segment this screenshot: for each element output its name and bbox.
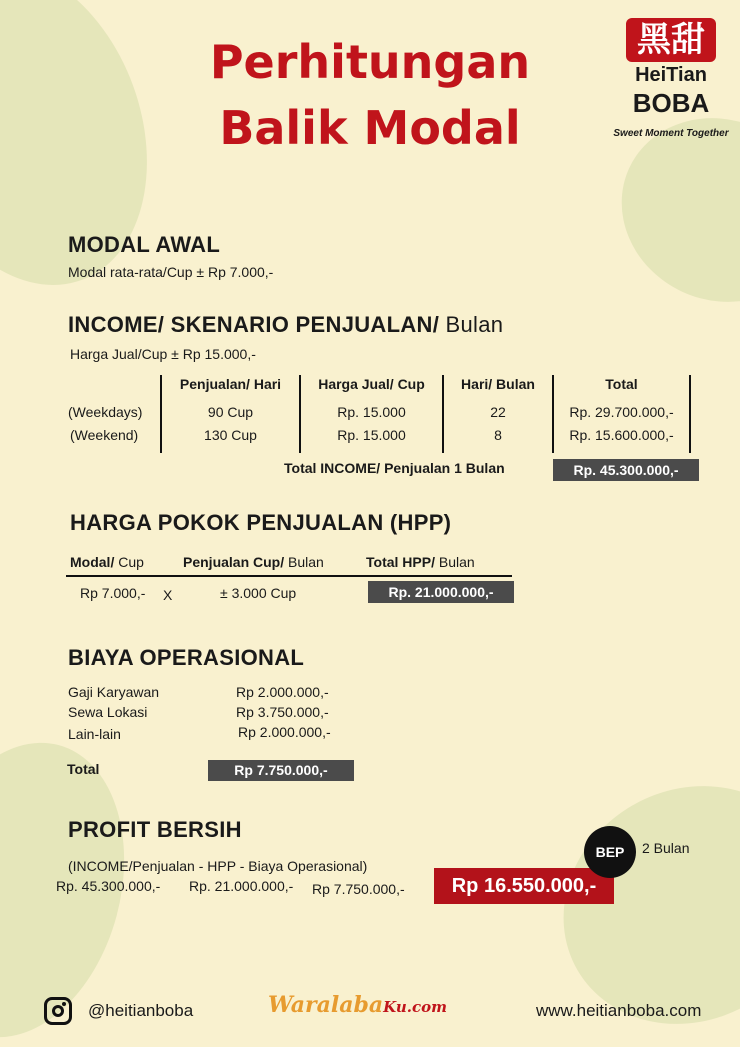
- operasional-item-value: Rp 2.000.000,-: [238, 724, 331, 740]
- hpp-modal-value: Rp 7.000,-: [80, 585, 146, 601]
- modal-awal-text: Modal rata-rata/Cup ± Rp 7.000,-: [68, 264, 274, 280]
- operasional-item-label: Lain-lain: [68, 726, 121, 742]
- operasional-item-value: Rp 3.750.000,-: [236, 704, 329, 720]
- operasional-total-value: Rp 7.750.000,-: [208, 760, 354, 781]
- income-heading-bold: INCOME/ SKENARIO PENJUALAN/: [68, 312, 440, 337]
- operasional-item-label: Gaji Karyawan: [68, 684, 160, 700]
- logo-chinese-badge: 黑甜: [626, 18, 716, 62]
- instagram-icon: [44, 997, 72, 1025]
- section-heading-profit-bersih: PROFIT BERSIH: [68, 817, 242, 842]
- hpp-header-underline: [66, 575, 512, 577]
- income-row-days: 22: [490, 404, 506, 420]
- section-heading-hpp: HARGA POKOK PENJUALAN (HPP): [70, 510, 452, 535]
- hpp-col-modal: Modal/ Cup: [70, 554, 144, 570]
- income-total-label: Total INCOME/ Penjualan 1 Bulan: [284, 460, 505, 476]
- section-heading-biaya-operasional: BIAYA OPERASIONAL: [68, 645, 305, 670]
- income-row-label: (Weekend): [70, 427, 139, 443]
- income-row-total: Rp. 15.600.000,-: [569, 427, 674, 443]
- website-link[interactable]: www.heitianboba.com: [536, 1001, 702, 1020]
- income-row-sales: 90 Cup: [207, 404, 254, 420]
- operasional-total-label: Total: [67, 761, 100, 777]
- operasional-item-label: Sewa Lokasi: [68, 704, 148, 720]
- income-table-divider-5: [689, 375, 691, 453]
- operasional-item-value: Rp 2.000.000,-: [236, 684, 329, 700]
- logo-tagline: Sweet Moment Together: [613, 128, 729, 139]
- income-row-label: (Weekdays): [68, 404, 143, 420]
- income-col-header: Hari/ Bulan: [461, 376, 535, 392]
- income-row-price: Rp. 15.000: [337, 427, 406, 443]
- profit-hpp-value: Rp. 21.000.000,-: [189, 878, 294, 894]
- hpp-col-total: Total HPP/ Bulan: [366, 554, 475, 570]
- watermark-logo: WaralabaKu.com: [268, 992, 448, 1018]
- page-title-line1: Perhitungan: [209, 35, 531, 89]
- hpp-total-value: Rp. 21.000.000,-: [368, 581, 514, 603]
- hpp-cups-value: ± 3.000 Cup: [220, 585, 297, 601]
- income-row-sales: 130 Cup: [204, 427, 257, 443]
- section-heading-modal-awal: MODAL AWAL: [68, 232, 221, 257]
- logo-brand-line1: HeiTian: [635, 64, 707, 86]
- profit-income-value: Rp. 45.300.000,-: [56, 878, 161, 894]
- bep-value: 2 Bulan: [642, 840, 690, 856]
- hpp-col-penjualan: Penjualan Cup/ Bulan: [183, 554, 324, 570]
- income-heading-light: Bulan: [439, 312, 504, 337]
- profit-formula: (INCOME/Penjualan - HPP - Biaya Operasional): [68, 858, 368, 874]
- income-col-header: Total: [605, 376, 638, 392]
- income-col-header: Penjualan/ Hari: [179, 376, 282, 392]
- instagram-handle[interactable]: @heitianboba: [88, 1001, 194, 1020]
- income-price-text: Harga Jual/Cup ± Rp 15.000,-: [70, 346, 256, 362]
- income-total-value: Rp. 45.300.000,-: [553, 459, 699, 481]
- hpp-times-sign: X: [163, 587, 173, 603]
- income-row-price: Rp. 15.000: [337, 404, 406, 420]
- logo-brand-line2: BOBA: [632, 88, 710, 118]
- profit-result-value: Rp 16.550.000,-: [434, 868, 614, 904]
- income-row-days: 8: [494, 427, 502, 443]
- section-heading-income: [68, 312, 503, 338]
- page-title-line2: Balik Modal: [219, 101, 521, 155]
- income-row-total: Rp. 29.700.000,-: [569, 404, 674, 420]
- income-col-header: Harga Jual/ Cup: [318, 376, 425, 392]
- profit-operasional-value: Rp 7.750.000,-: [312, 881, 405, 897]
- bep-badge: BEP: [584, 826, 636, 878]
